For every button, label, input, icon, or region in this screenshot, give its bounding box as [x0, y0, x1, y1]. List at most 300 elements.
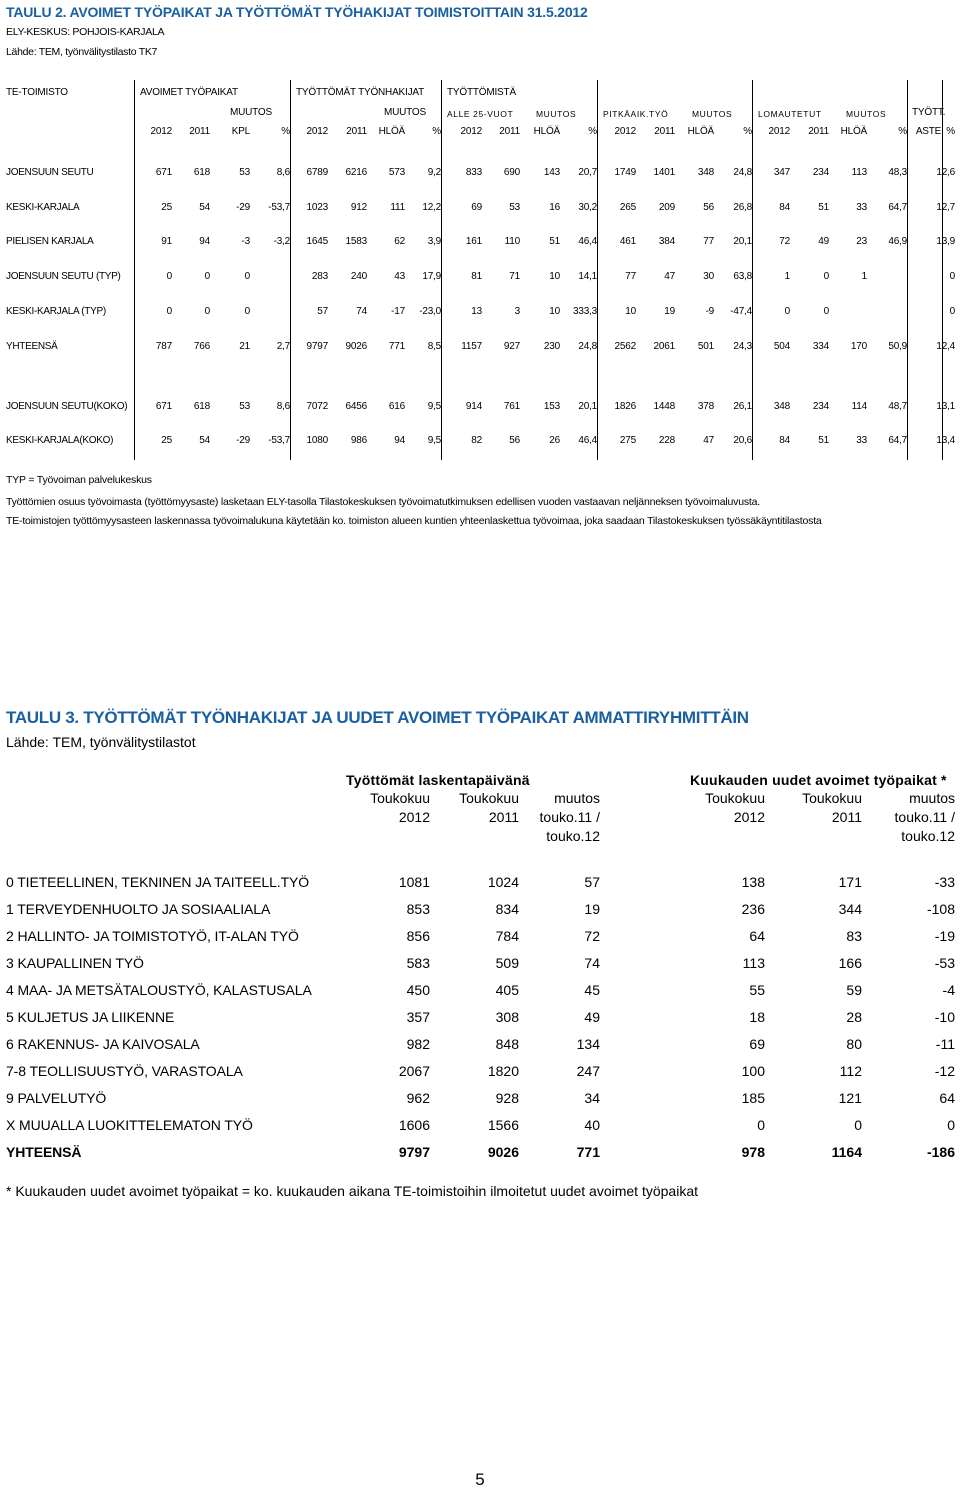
- table2-row-label: JOENSUUN SEUTU: [6, 167, 94, 178]
- table2-column-header: 2012: [768, 126, 790, 137]
- table2-row-label: KESKI-KARJALA (TYP): [6, 306, 106, 317]
- table2-cell: 20,1: [733, 236, 752, 247]
- table3-cell: 113: [742, 955, 765, 971]
- table3-group-unemployed: Työttömät laskentapäivänä: [346, 772, 530, 788]
- table3-cell: 784: [495, 928, 519, 944]
- table2-title: TAULU 2. AVOIMET TYÖPAIKAT JA TYÖTTÖMÄT TYÖHAKIJAT TOIMISTOITTAIN 31.5.2012: [6, 4, 588, 20]
- table3-cell: 74: [584, 955, 600, 971]
- table2-cell: 72: [779, 236, 790, 247]
- table3-cell: 962: [406, 1090, 430, 1106]
- table2-cell: 0: [244, 306, 250, 317]
- table2-cell: 110: [504, 236, 520, 247]
- table2-cell: 618: [193, 401, 210, 412]
- table3-cell: 978: [741, 1144, 765, 1160]
- table2-cell: 234: [812, 167, 829, 178]
- table2-cell: 384: [658, 236, 675, 247]
- table2-divider: [441, 80, 442, 460]
- table2-cell: 671: [155, 167, 172, 178]
- table2-row-label: KESKI-KARJALA: [6, 202, 80, 213]
- table2-cell: 12,7: [936, 202, 955, 213]
- table3-cell: -4: [942, 982, 955, 998]
- table2-cell: -29: [236, 202, 250, 213]
- table2-column-header: %: [432, 126, 441, 137]
- table2-cell: 1157: [461, 341, 482, 352]
- table2-header-office: TE-TOIMISTO: [6, 87, 68, 98]
- table2-cell: 8,6: [276, 167, 290, 178]
- table3-column-header: touko.11 /: [539, 809, 600, 825]
- table3-cell: -53: [934, 955, 955, 971]
- table2-cell: 8,5: [427, 341, 441, 352]
- table2-cell: 113: [851, 167, 867, 178]
- table3-group-new-vacancies: Kuukauden uudet avoimet työpaikat *: [690, 772, 947, 788]
- table3-column-header: touko.12: [546, 828, 600, 844]
- table2-header-jobseekers: TYÖTTÖMÄT TYÖNHAKIJAT: [296, 87, 425, 98]
- table3-row-label: 7-8 TEOLLISUUSTYÖ, VARASTOALA: [6, 1063, 243, 1079]
- table3-cell: -108: [926, 901, 955, 917]
- table2-cell: 54: [199, 202, 210, 213]
- table2-cell: 9,5: [427, 435, 441, 446]
- table2-cell: 57: [317, 306, 328, 317]
- table2-note: TE-toimistojen työttömyysasteen laskennassa työvoimalukuna käytetään ko. toimiston alueen kuntien yhteenlaskettua työvoimaa, joka saadaan Tilastokeskuksen työssäkäyntitilastosta: [6, 515, 822, 527]
- table3-cell: -19: [934, 928, 955, 944]
- table2-cell: 53: [239, 167, 250, 178]
- table3-cell: 509: [495, 955, 519, 971]
- table2-cell: 20,7: [578, 167, 597, 178]
- table3-cell: 450: [406, 982, 430, 998]
- table2-column-header: %: [281, 126, 290, 137]
- table3-cell: 982: [406, 1036, 430, 1052]
- table2-cell: 170: [850, 341, 867, 352]
- table3-title: TAULU 3. TYÖTTÖMÄT TYÖNHAKIJAT JA UUDET AVOIMET TYÖPAIKAT AMMATTIRYHMITTÄIN: [6, 708, 749, 727]
- table3-cell: 1820: [487, 1063, 519, 1079]
- table3-row-label: 6 RAKENNUS- JA KAIVOSALA: [6, 1036, 200, 1052]
- table2-cell: 10: [625, 306, 636, 317]
- table3-cell: 0: [947, 1117, 955, 1133]
- table2-cell: 1401: [653, 167, 675, 178]
- table3-cell: 1164: [831, 1144, 862, 1160]
- table3-total-label: YHTEENSÄ: [6, 1144, 82, 1160]
- table2-cell: 2,7: [276, 341, 290, 352]
- table3-cell: 19: [584, 901, 600, 917]
- table2-cell: 53: [509, 202, 520, 213]
- table2-column-header: HLÖÄ: [533, 126, 560, 137]
- table3-row-label: 4 MAA- JA METSÄTALOUSTYÖ, KALASTUSALA: [6, 982, 312, 998]
- table3-cell: 357: [406, 1009, 430, 1025]
- table2-cell: 12,6: [936, 167, 955, 178]
- table3-column-header: touko.11 /: [894, 809, 955, 825]
- table3-cell: 9797: [398, 1144, 430, 1160]
- table2-cell: 153: [543, 401, 560, 412]
- table2-cell: 766: [193, 341, 210, 352]
- table2-cell: -29: [236, 435, 250, 446]
- table2-cell: 30: [703, 271, 714, 282]
- table3-cell: -11: [935, 1036, 955, 1052]
- table2-cell: 48,7: [888, 401, 907, 412]
- table2-cell: 23: [856, 236, 867, 247]
- table2-cell: 71: [509, 271, 520, 282]
- table2-column-header: HLÖÄ: [378, 126, 405, 137]
- table3-column-header: 2011: [831, 809, 862, 825]
- table2-cell: 1: [784, 271, 790, 282]
- table2-cell: -47,4: [730, 306, 752, 317]
- table3-cell: 0: [854, 1117, 862, 1133]
- table2-cell: 461: [619, 236, 636, 247]
- table2-cell: 2061: [653, 341, 675, 352]
- table2-cell: 1: [861, 271, 867, 282]
- table2-header-muutos: MUUTOS: [846, 109, 887, 119]
- table2-cell: 33: [856, 202, 867, 213]
- table3-cell: 856: [406, 928, 430, 944]
- table2-cell: 51: [549, 236, 560, 247]
- table2-cell: -9: [705, 306, 714, 317]
- table3-cell: 45: [584, 982, 600, 998]
- table2-cell: 26,8: [733, 202, 752, 213]
- table2-cell: -53,7: [268, 435, 290, 446]
- table3-subtitle: Lähde: TEM, työnvälitystilastot: [6, 734, 196, 750]
- table2-cell: 671: [155, 401, 172, 412]
- table2-cell: 46,9: [888, 236, 907, 247]
- table3-cell: 72: [584, 928, 600, 944]
- table2-column-header: KPL: [231, 126, 250, 137]
- table2-cell: 283: [311, 271, 328, 282]
- table2-note: TYP = Työvoiman palvelukeskus: [6, 474, 152, 486]
- table2-column-header: 2012: [150, 126, 172, 137]
- table2-cell: 986: [350, 435, 367, 446]
- table3-cell: 34: [584, 1090, 600, 1106]
- table2-cell: 51: [818, 202, 829, 213]
- table3-cell: 185: [741, 1090, 765, 1106]
- table2-cell: 9,5: [427, 401, 441, 412]
- table2-cell: 348: [773, 401, 790, 412]
- table3-row-label: X MUUALLA LUOKITTELEMATON TYÖ: [6, 1117, 253, 1133]
- table3-cell: 1024: [487, 874, 519, 890]
- table2-header-longterm: PITKÄAIK.TYÖ: [603, 109, 669, 119]
- table2-cell: 0: [784, 306, 790, 317]
- table3-column-header: touko.12: [901, 828, 955, 844]
- table3-cell: 848: [495, 1036, 519, 1052]
- table3-cell: 138: [741, 874, 765, 890]
- table3-cell: 9026: [487, 1144, 519, 1160]
- table3-column-header: 2012: [398, 809, 430, 825]
- table2-cell: 13: [471, 306, 482, 317]
- table2-cell: 333,3: [572, 306, 597, 317]
- table2-cell: 12,4: [936, 341, 955, 352]
- page-number: 5: [475, 1470, 485, 1489]
- table2-cell: 69: [471, 202, 482, 213]
- table2-header-unemp-rate: TYÖTT.: [912, 107, 946, 118]
- table3-cell: 405: [495, 982, 519, 998]
- table2-cell: 51: [818, 435, 829, 446]
- table2-cell: 914: [465, 401, 482, 412]
- table3-cell: 40: [584, 1117, 600, 1133]
- table2-cell: 77: [625, 271, 636, 282]
- table2-row-label: YHTEENSÄ: [6, 341, 58, 352]
- table2-cell: 84: [779, 202, 790, 213]
- table2-cell: 1826: [614, 401, 636, 412]
- table3-cell: 55: [749, 982, 765, 998]
- table2-cell: 334: [812, 341, 829, 352]
- table2-cell: 25: [161, 202, 172, 213]
- table2-cell: 48,3: [888, 167, 907, 178]
- table2-header-under25: ALLE 25-VUOT: [447, 109, 514, 119]
- table3-cell: 247: [576, 1063, 600, 1079]
- table2-cell: 240: [350, 271, 367, 282]
- table2-divider: [907, 80, 908, 460]
- table2-cell: 24,3: [733, 341, 752, 352]
- table3-column-header: Toukokuu: [370, 790, 430, 806]
- table2-cell: 9797: [306, 341, 328, 352]
- table2-cell: 24,8: [733, 167, 752, 178]
- table2-subtitle-ely: ELY-KESKUS: POHJOIS-KARJALA: [6, 26, 165, 38]
- table2-cell: 50,9: [888, 341, 907, 352]
- table2-cell: 64,7: [888, 202, 907, 213]
- table2-column-header: %: [743, 126, 752, 137]
- table2-cell: 25: [161, 435, 172, 446]
- table2-column-header: 2012: [614, 126, 636, 137]
- table2-header-muutos: MUUTOS: [536, 109, 577, 119]
- table3-cell: 121: [838, 1090, 862, 1106]
- table2-cell: 228: [658, 435, 675, 446]
- table2-column-header: 2011: [654, 126, 675, 137]
- table2-column-header: HLÖÄ: [687, 126, 714, 137]
- table3-cell: 236: [741, 901, 765, 917]
- table2-cell: 1448: [653, 401, 675, 412]
- table3-row-label: 1 TERVEYDENHUOLTO JA SOSIAALIALA: [6, 901, 271, 917]
- table2-divider: [752, 80, 753, 460]
- table2-cell: 771: [388, 341, 405, 352]
- table3-cell: 166: [838, 955, 862, 971]
- table3-cell: 308: [495, 1009, 519, 1025]
- table2-cell: 20,1: [578, 401, 597, 412]
- table2-cell: 209: [658, 202, 675, 213]
- table3-cell: 83: [846, 928, 862, 944]
- table2-cell: 24,8: [578, 341, 597, 352]
- table3-cell: 69: [749, 1036, 765, 1052]
- table2-cell: 927: [503, 341, 520, 352]
- table2-cell: 0: [204, 271, 210, 282]
- table2-divider: [134, 80, 135, 460]
- table2-header-laid-off: LOMAUTETUT: [758, 109, 822, 119]
- table2-cell: 230: [543, 341, 560, 352]
- table3-cell: 18: [749, 1009, 765, 1025]
- table3-cell: 80: [846, 1036, 862, 1052]
- table2-cell: 9,2: [427, 167, 441, 178]
- table2-header-vacancies: AVOIMET TYÖPAIKAT: [140, 87, 238, 98]
- table2-cell: 94: [199, 236, 210, 247]
- table3-footnote: * Kuukauden uudet avoimet työpaikat = ko. kuukauden aikana TE-toimistoihin ilmoitetut uudet avoimet työpaikat: [6, 1183, 698, 1199]
- table2-column-header: 2011: [346, 126, 367, 137]
- table2-cell: 348: [697, 167, 714, 178]
- table3-cell: -10: [934, 1009, 955, 1025]
- table2-cell: 0: [949, 271, 955, 282]
- table3-column-header: Toukokuu: [705, 790, 765, 806]
- table2-cell: 0: [823, 306, 829, 317]
- table2-divider: [290, 80, 291, 460]
- table2-cell: 573: [388, 167, 405, 178]
- table2-cell: 275: [619, 435, 636, 446]
- table3-row-label: 2 HALLINTO- JA TOIMISTOTYÖ, IT-ALAN TYÖ: [6, 928, 299, 944]
- table2-header-muutos: MUUTOS: [384, 107, 426, 118]
- table3-column-header: Toukokuu: [459, 790, 519, 806]
- table2-cell: 49: [818, 236, 829, 247]
- table2-cell: 504: [773, 341, 790, 352]
- table2-cell: 690: [503, 167, 520, 178]
- table2-cell: 64,7: [888, 435, 907, 446]
- table2-cell: 7072: [306, 401, 328, 412]
- table2-cell: 9026: [345, 341, 367, 352]
- table2-cell: 0: [949, 306, 955, 317]
- table2-column-header: 2012: [460, 126, 482, 137]
- table2-cell: 13,9: [936, 236, 955, 247]
- table2-row-label: KESKI-KARJALA(KOKO): [6, 435, 114, 446]
- table2-cell: 91: [161, 236, 172, 247]
- table2-cell: 82: [471, 435, 482, 446]
- table2-cell: 234: [812, 401, 829, 412]
- table2-column-header: 2011: [189, 126, 210, 137]
- table2-cell: 0: [823, 271, 829, 282]
- table2-cell: 74: [356, 306, 367, 317]
- table2-cell: 1080: [306, 435, 328, 446]
- table2-cell: 77: [703, 236, 714, 247]
- table2-cell: 10: [549, 271, 560, 282]
- table3-cell: -12: [934, 1063, 955, 1079]
- table3-column-header: Toukokuu: [802, 790, 862, 806]
- table2-cell: 761: [503, 401, 520, 412]
- table2-cell: 53: [239, 401, 250, 412]
- table2-cell: 3: [514, 306, 520, 317]
- table2-cell: -53,7: [268, 202, 290, 213]
- table2-cell: 56: [509, 435, 520, 446]
- table2-note: Työttömien osuus työvoimasta (työttömyysaste) lasketaan ELY-tasolla Tilastokeskuksen työvoimatutkimuksen edellisen vuoden vastaavan neljänneksen työvoimaluvusta.: [6, 496, 760, 508]
- table3-cell: 134: [576, 1036, 600, 1052]
- table2-cell: 47: [664, 271, 675, 282]
- table2-cell: 47: [703, 435, 714, 446]
- table2-header-muutos: MUUTOS: [230, 107, 272, 118]
- table2-row-label: JOENSUUN SEUTU(KOKO): [6, 401, 128, 412]
- table3-cell: 1606: [398, 1117, 430, 1133]
- table2-column-header: %: [588, 126, 597, 137]
- table2-cell: 6456: [345, 401, 367, 412]
- table2-cell: 111: [390, 202, 405, 213]
- table3-cell: -186: [926, 1144, 955, 1160]
- table2-cell: 912: [350, 202, 367, 213]
- table2-cell: 0: [166, 271, 172, 282]
- table2-cell: 1645: [306, 236, 328, 247]
- table2-cell: 13,4: [936, 435, 955, 446]
- table2-column-header: 2012: [306, 126, 328, 137]
- table3-row-label: 9 PALVELUTYÖ: [6, 1090, 107, 1106]
- table2-cell: 161: [465, 236, 482, 247]
- table3-cell: 171: [838, 874, 862, 890]
- table2-cell: 56: [703, 202, 714, 213]
- table2-cell: 1749: [614, 167, 636, 178]
- table2-cell: 46,4: [578, 236, 597, 247]
- table2-cell: 6789: [306, 167, 328, 178]
- table3-cell: 0: [757, 1117, 765, 1133]
- table2-cell: 13,1: [936, 401, 955, 412]
- table3-cell: 583: [406, 955, 430, 971]
- table2-header-muutos: MUUTOS: [692, 109, 733, 119]
- table3-cell: 100: [741, 1063, 765, 1079]
- table3-row-label: 0 TIETEELLINEN, TEKNINEN JA TAITEELL.TYÖ: [6, 874, 310, 890]
- table2-cell: 501: [697, 341, 714, 352]
- table3-cell: 112: [839, 1063, 862, 1079]
- table2-cell: 63,8: [733, 271, 752, 282]
- table3-column-header: 2011: [488, 809, 519, 825]
- table2-cell: 618: [193, 167, 210, 178]
- table2-divider: [597, 80, 598, 460]
- table2-cell: 46,4: [578, 435, 597, 446]
- table3-cell: 834: [495, 901, 519, 917]
- table2-cell: 1023: [306, 202, 328, 213]
- table3-cell: 1081: [398, 874, 430, 890]
- table2-cell: 2562: [614, 341, 636, 352]
- table2-cell: -23,0: [419, 306, 441, 317]
- table2-cell: 33: [856, 435, 867, 446]
- table2-cell: 81: [471, 271, 482, 282]
- table2-row-label: PIELISEN KARJALA: [6, 236, 94, 247]
- table2-column-header: HLÖÄ: [840, 126, 867, 137]
- table2-cell: 10: [549, 306, 560, 317]
- table3-row-label: 5 KULJETUS JA LIIKENNE: [6, 1009, 175, 1025]
- table2-cell: 616: [388, 401, 405, 412]
- table2-cell: 378: [697, 401, 714, 412]
- table2-cell: 84: [779, 435, 790, 446]
- table3-column-header: muutos: [554, 790, 600, 806]
- table2-cell: 30,2: [578, 202, 597, 213]
- table3-column-header: muutos: [909, 790, 955, 806]
- table2-cell: 833: [465, 167, 482, 178]
- table2-cell: 26: [549, 435, 560, 446]
- table2-cell: 20,6: [733, 435, 752, 446]
- table3-cell: 57: [584, 874, 600, 890]
- table2-column-header: %: [898, 126, 907, 137]
- table2-column-header: 2011: [499, 126, 520, 137]
- table3-cell: 771: [576, 1144, 600, 1160]
- table2-cell: -17: [391, 306, 405, 317]
- table2-cell: 19: [664, 306, 675, 317]
- table3-cell: 928: [495, 1090, 519, 1106]
- table3-cell: 64: [749, 928, 765, 944]
- table2-cell: 14,1: [578, 271, 597, 282]
- table2-cell: 143: [543, 167, 560, 178]
- table3-cell: 59: [846, 982, 862, 998]
- table2-column-header: ASTE, %: [915, 126, 955, 137]
- table2-cell: 1583: [345, 236, 367, 247]
- table3-cell: 64: [939, 1090, 955, 1106]
- table2-cell: 3,9: [427, 236, 441, 247]
- table2-cell: -3: [241, 236, 250, 247]
- table2-cell: 26,1: [733, 401, 752, 412]
- table3-cell: 28: [846, 1009, 862, 1025]
- table2-cell: 21: [239, 341, 250, 352]
- table2-cell: 0: [166, 306, 172, 317]
- table2-cell: 17,9: [422, 271, 441, 282]
- table2-column-header: 2011: [808, 126, 829, 137]
- table2-row-label: JOENSUUN SEUTU (TYP): [6, 271, 121, 282]
- table3-cell: 2067: [398, 1063, 430, 1079]
- table2-cell: 6216: [345, 167, 367, 178]
- table2-cell: 114: [851, 401, 867, 412]
- table2-cell: 12,2: [422, 202, 441, 213]
- table2-cell: 787: [155, 341, 172, 352]
- table2-cell: 265: [619, 202, 636, 213]
- table2-cell: 54: [199, 435, 210, 446]
- table2-subtitle-source: Lähde: TEM, työnvälitystilasto TK7: [6, 46, 158, 58]
- table3-column-header: 2012: [733, 809, 765, 825]
- table2-cell: 43: [394, 271, 405, 282]
- table2-cell: -3,2: [273, 236, 290, 247]
